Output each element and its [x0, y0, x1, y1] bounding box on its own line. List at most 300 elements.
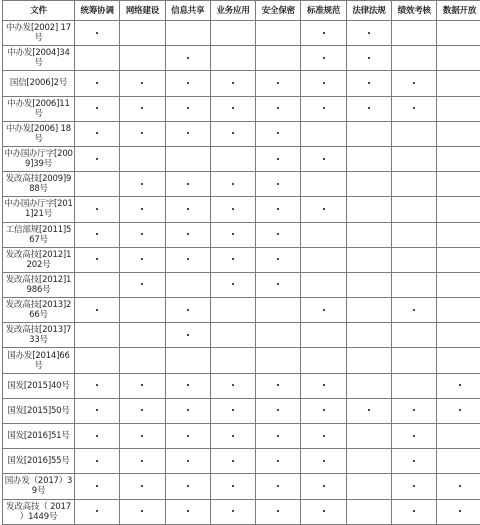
check-dot-icon	[368, 107, 370, 109]
header-laws: 法律法规	[346, 1, 391, 21]
mark-cell	[392, 449, 437, 474]
mark-cell	[210, 499, 255, 524]
mark-cell	[437, 499, 480, 524]
check-dot-icon	[187, 233, 189, 235]
mark-cell	[301, 474, 346, 499]
document-cell: 国发[2015]40号	[3, 373, 75, 398]
mark-cell	[346, 398, 391, 423]
mark-cell	[256, 21, 301, 46]
document-cell: 发改高技[2013]266号	[3, 298, 75, 323]
mark-cell	[210, 96, 255, 121]
check-dot-icon	[96, 233, 98, 235]
mark-cell	[392, 348, 437, 373]
check-dot-icon	[413, 107, 415, 109]
mark-cell	[120, 348, 165, 373]
check-dot-icon	[96, 158, 98, 160]
check-dot-icon	[187, 258, 189, 260]
mark-cell	[346, 298, 391, 323]
mark-cell	[301, 272, 346, 297]
check-dot-icon	[187, 183, 189, 185]
mark-cell	[120, 424, 165, 449]
mark-cell	[256, 146, 301, 171]
mark-cell	[437, 21, 480, 46]
check-dot-icon	[187, 510, 189, 512]
check-dot-icon	[413, 309, 415, 311]
mark-cell	[301, 323, 346, 348]
mark-cell	[301, 197, 346, 222]
table-row	[3, 172, 480, 197]
table-row	[3, 46, 480, 71]
mark-cell	[392, 398, 437, 423]
mark-cell	[75, 247, 120, 272]
mark-cell	[210, 474, 255, 499]
check-dot-icon	[277, 233, 279, 235]
check-dot-icon	[277, 132, 279, 134]
mark-cell	[437, 222, 480, 247]
mark-cell	[165, 46, 210, 71]
mark-cell	[120, 373, 165, 398]
mark-cell	[75, 398, 120, 423]
table-row	[3, 197, 480, 222]
table-row	[3, 298, 480, 323]
table-row	[3, 222, 480, 247]
check-dot-icon	[277, 183, 279, 185]
mark-cell	[210, 21, 255, 46]
mark-cell	[346, 474, 391, 499]
mark-cell	[346, 247, 391, 272]
mark-cell	[437, 247, 480, 272]
check-dot-icon	[413, 510, 415, 512]
check-dot-icon	[141, 82, 143, 84]
mark-cell	[301, 71, 346, 96]
check-dot-icon	[232, 510, 234, 512]
table-row	[3, 247, 480, 272]
mark-cell	[75, 197, 120, 222]
check-dot-icon	[459, 510, 461, 512]
header-coordination: 统筹协调	[75, 1, 120, 21]
mark-cell	[120, 96, 165, 121]
mark-cell	[346, 121, 391, 146]
mark-cell	[437, 71, 480, 96]
check-dot-icon	[232, 435, 234, 437]
check-dot-icon	[277, 485, 279, 487]
mark-cell	[392, 197, 437, 222]
mark-cell	[75, 172, 120, 197]
check-dot-icon	[141, 208, 143, 210]
check-dot-icon	[232, 409, 234, 411]
check-dot-icon	[323, 158, 325, 160]
check-dot-icon	[96, 485, 98, 487]
mark-cell	[165, 172, 210, 197]
mark-cell	[301, 146, 346, 171]
header-document: 文件	[3, 1, 75, 21]
check-dot-icon	[187, 309, 189, 311]
check-dot-icon	[141, 460, 143, 462]
mark-cell	[392, 21, 437, 46]
mark-cell	[392, 272, 437, 297]
check-dot-icon	[277, 258, 279, 260]
check-dot-icon	[277, 384, 279, 386]
mark-cell	[301, 398, 346, 423]
check-dot-icon	[277, 107, 279, 109]
document-cell: 发改高技[2009]988号	[3, 172, 75, 197]
mark-cell	[120, 121, 165, 146]
mark-cell	[165, 121, 210, 146]
check-dot-icon	[368, 32, 370, 34]
check-dot-icon	[187, 485, 189, 487]
check-dot-icon	[459, 384, 461, 386]
mark-cell	[165, 71, 210, 96]
table-row	[3, 146, 480, 171]
mark-cell	[75, 272, 120, 297]
mark-cell	[301, 348, 346, 373]
mark-cell	[165, 21, 210, 46]
mark-cell	[437, 121, 480, 146]
mark-cell	[210, 348, 255, 373]
check-dot-icon	[323, 82, 325, 84]
mark-cell	[120, 71, 165, 96]
mark-cell	[165, 298, 210, 323]
mark-cell	[256, 197, 301, 222]
check-dot-icon	[187, 409, 189, 411]
document-cell: 中办国办厅字[2009]39号	[3, 146, 75, 171]
check-dot-icon	[368, 409, 370, 411]
check-dot-icon	[141, 283, 143, 285]
check-dot-icon	[141, 485, 143, 487]
mark-cell	[75, 499, 120, 524]
mark-cell	[437, 46, 480, 71]
mark-cell	[392, 474, 437, 499]
check-dot-icon	[459, 409, 461, 411]
table-body	[3, 21, 480, 525]
mark-cell	[346, 449, 391, 474]
mark-cell	[256, 272, 301, 297]
mark-cell	[301, 96, 346, 121]
policy-table	[2, 0, 480, 525]
mark-cell	[346, 96, 391, 121]
check-dot-icon	[277, 510, 279, 512]
check-dot-icon	[141, 107, 143, 109]
check-dot-icon	[277, 158, 279, 160]
check-dot-icon	[96, 258, 98, 260]
mark-cell	[392, 499, 437, 524]
document-cell: 国办发[2014]66号	[3, 348, 75, 373]
mark-cell	[210, 71, 255, 96]
mark-cell	[75, 71, 120, 96]
table-row	[3, 499, 480, 524]
mark-cell	[256, 71, 301, 96]
check-dot-icon	[96, 460, 98, 462]
mark-cell	[75, 21, 120, 46]
mark-cell	[437, 272, 480, 297]
mark-cell	[437, 474, 480, 499]
check-dot-icon	[141, 132, 143, 134]
check-dot-icon	[323, 309, 325, 311]
mark-cell	[210, 197, 255, 222]
check-dot-icon	[413, 460, 415, 462]
check-dot-icon	[141, 384, 143, 386]
document-cell: 国信[2006]2号	[3, 71, 75, 96]
mark-cell	[301, 121, 346, 146]
mark-cell	[256, 247, 301, 272]
mark-cell	[256, 474, 301, 499]
mark-cell	[392, 46, 437, 71]
check-dot-icon	[141, 510, 143, 512]
check-dot-icon	[323, 510, 325, 512]
check-dot-icon	[323, 107, 325, 109]
mark-cell	[256, 499, 301, 524]
check-dot-icon	[232, 233, 234, 235]
table-row	[3, 373, 480, 398]
mark-cell	[392, 373, 437, 398]
mark-cell	[210, 172, 255, 197]
mark-cell	[165, 323, 210, 348]
check-dot-icon	[96, 208, 98, 210]
mark-cell	[210, 449, 255, 474]
check-dot-icon	[277, 435, 279, 437]
check-dot-icon	[96, 82, 98, 84]
mark-cell	[437, 96, 480, 121]
mark-cell	[165, 96, 210, 121]
mark-cell	[210, 146, 255, 171]
table-row	[3, 272, 480, 297]
mark-cell	[301, 298, 346, 323]
mark-cell	[75, 298, 120, 323]
mark-cell	[256, 298, 301, 323]
header-performance: 绩效考核	[392, 1, 437, 21]
mark-cell	[437, 197, 480, 222]
mark-cell	[392, 146, 437, 171]
check-dot-icon	[232, 82, 234, 84]
document-cell: 国办发（2017）39号	[3, 474, 75, 499]
document-cell: 发改高技[2012]1202号	[3, 247, 75, 272]
check-dot-icon	[232, 384, 234, 386]
mark-cell	[75, 449, 120, 474]
check-dot-icon	[96, 309, 98, 311]
mark-cell	[165, 272, 210, 297]
check-dot-icon	[141, 258, 143, 260]
mark-cell	[120, 298, 165, 323]
mark-cell	[437, 146, 480, 171]
check-dot-icon	[96, 107, 98, 109]
mark-cell	[165, 373, 210, 398]
mark-cell	[392, 96, 437, 121]
document-cell: 国发[2016]55号	[3, 449, 75, 474]
check-dot-icon	[323, 409, 325, 411]
mark-cell	[437, 373, 480, 398]
mark-cell	[120, 146, 165, 171]
mark-cell	[75, 323, 120, 348]
mark-cell	[301, 222, 346, 247]
mark-cell	[346, 21, 391, 46]
mark-cell	[437, 348, 480, 373]
mark-cell	[256, 323, 301, 348]
mark-cell	[301, 499, 346, 524]
mark-cell	[75, 348, 120, 373]
check-dot-icon	[232, 132, 234, 134]
mark-cell	[165, 499, 210, 524]
table-row	[3, 474, 480, 499]
mark-cell	[392, 172, 437, 197]
check-dot-icon	[323, 208, 325, 210]
mark-cell	[346, 222, 391, 247]
mark-cell	[210, 247, 255, 272]
mark-cell	[210, 298, 255, 323]
mark-cell	[346, 46, 391, 71]
check-dot-icon	[141, 233, 143, 235]
mark-cell	[392, 222, 437, 247]
check-dot-icon	[187, 334, 189, 336]
check-dot-icon	[141, 409, 143, 411]
mark-cell	[210, 424, 255, 449]
mark-cell	[301, 21, 346, 46]
mark-cell	[210, 222, 255, 247]
check-dot-icon	[413, 409, 415, 411]
mark-cell	[165, 197, 210, 222]
mark-cell	[120, 499, 165, 524]
mark-cell	[256, 348, 301, 373]
mark-cell	[392, 323, 437, 348]
mark-cell	[75, 222, 120, 247]
check-dot-icon	[232, 485, 234, 487]
mark-cell	[75, 474, 120, 499]
mark-cell	[437, 298, 480, 323]
mark-cell	[346, 373, 391, 398]
mark-cell	[301, 46, 346, 71]
table-header-row	[3, 1, 480, 21]
mark-cell	[120, 449, 165, 474]
mark-cell	[301, 449, 346, 474]
mark-cell	[165, 348, 210, 373]
mark-cell	[301, 424, 346, 449]
check-dot-icon	[232, 460, 234, 462]
mark-cell	[392, 121, 437, 146]
check-dot-icon	[187, 435, 189, 437]
check-dot-icon	[96, 132, 98, 134]
mark-cell	[165, 474, 210, 499]
mark-cell	[120, 474, 165, 499]
mark-cell	[210, 121, 255, 146]
mark-cell	[392, 298, 437, 323]
mark-cell	[165, 247, 210, 272]
check-dot-icon	[232, 107, 234, 109]
header-security: 安全保密	[256, 1, 301, 21]
check-dot-icon	[187, 57, 189, 59]
mark-cell	[120, 222, 165, 247]
mark-cell	[165, 424, 210, 449]
mark-cell	[75, 424, 120, 449]
mark-cell	[437, 323, 480, 348]
check-dot-icon	[187, 384, 189, 386]
mark-cell	[256, 373, 301, 398]
mark-cell	[346, 172, 391, 197]
table-row	[3, 71, 480, 96]
mark-cell	[256, 172, 301, 197]
mark-cell	[346, 499, 391, 524]
mark-cell	[165, 398, 210, 423]
header-open-data: 数据开放	[437, 1, 480, 21]
mark-cell	[256, 424, 301, 449]
mark-cell	[346, 197, 391, 222]
mark-cell	[256, 222, 301, 247]
check-dot-icon	[96, 32, 98, 34]
mark-cell	[346, 323, 391, 348]
mark-cell	[301, 373, 346, 398]
mark-cell	[210, 373, 255, 398]
table-row	[3, 121, 480, 146]
document-cell: 发改高技[2013]733号	[3, 323, 75, 348]
table-row	[3, 449, 480, 474]
mark-cell	[120, 272, 165, 297]
mark-cell	[75, 146, 120, 171]
check-dot-icon	[368, 82, 370, 84]
document-cell: 中办发[2004]34号	[3, 46, 75, 71]
mark-cell	[210, 323, 255, 348]
check-dot-icon	[187, 460, 189, 462]
header-info-sharing: 信息共享	[165, 1, 210, 21]
check-dot-icon	[277, 283, 279, 285]
document-cell: 中办发[2006] 18号	[3, 121, 75, 146]
document-cell: 国发[2015]50号	[3, 398, 75, 423]
mark-cell	[165, 449, 210, 474]
mark-cell	[256, 398, 301, 423]
mark-cell	[120, 21, 165, 46]
check-dot-icon	[96, 384, 98, 386]
mark-cell	[346, 424, 391, 449]
check-dot-icon	[323, 32, 325, 34]
mark-cell	[120, 197, 165, 222]
mark-cell	[210, 398, 255, 423]
mark-cell	[256, 121, 301, 146]
mark-cell	[437, 172, 480, 197]
mark-cell	[392, 247, 437, 272]
check-dot-icon	[413, 485, 415, 487]
check-dot-icon	[368, 57, 370, 59]
check-dot-icon	[232, 283, 234, 285]
mark-cell	[256, 96, 301, 121]
check-dot-icon	[413, 82, 415, 84]
mark-cell	[120, 46, 165, 71]
table-row	[3, 21, 480, 46]
mark-cell	[120, 398, 165, 423]
mark-cell	[392, 424, 437, 449]
mark-cell	[437, 424, 480, 449]
mark-cell	[75, 373, 120, 398]
check-dot-icon	[277, 208, 279, 210]
mark-cell	[392, 71, 437, 96]
mark-cell	[301, 172, 346, 197]
document-cell: 发改高技（ 2017 ）1449号	[3, 499, 75, 524]
check-dot-icon	[187, 107, 189, 109]
document-cell: 工信部规[2011]567号	[3, 222, 75, 247]
header-standards: 标准规范	[301, 1, 346, 21]
check-dot-icon	[232, 208, 234, 210]
header-business-app: 业务应用	[210, 1, 255, 21]
mark-cell	[346, 71, 391, 96]
header-network: 网络建设	[120, 1, 165, 21]
check-dot-icon	[323, 435, 325, 437]
mark-cell	[165, 146, 210, 171]
check-dot-icon	[413, 435, 415, 437]
check-dot-icon	[187, 208, 189, 210]
mark-cell	[75, 121, 120, 146]
check-dot-icon	[323, 57, 325, 59]
mark-cell	[346, 348, 391, 373]
mark-cell	[437, 398, 480, 423]
mark-cell	[120, 323, 165, 348]
mark-cell	[165, 222, 210, 247]
table-row	[3, 398, 480, 423]
